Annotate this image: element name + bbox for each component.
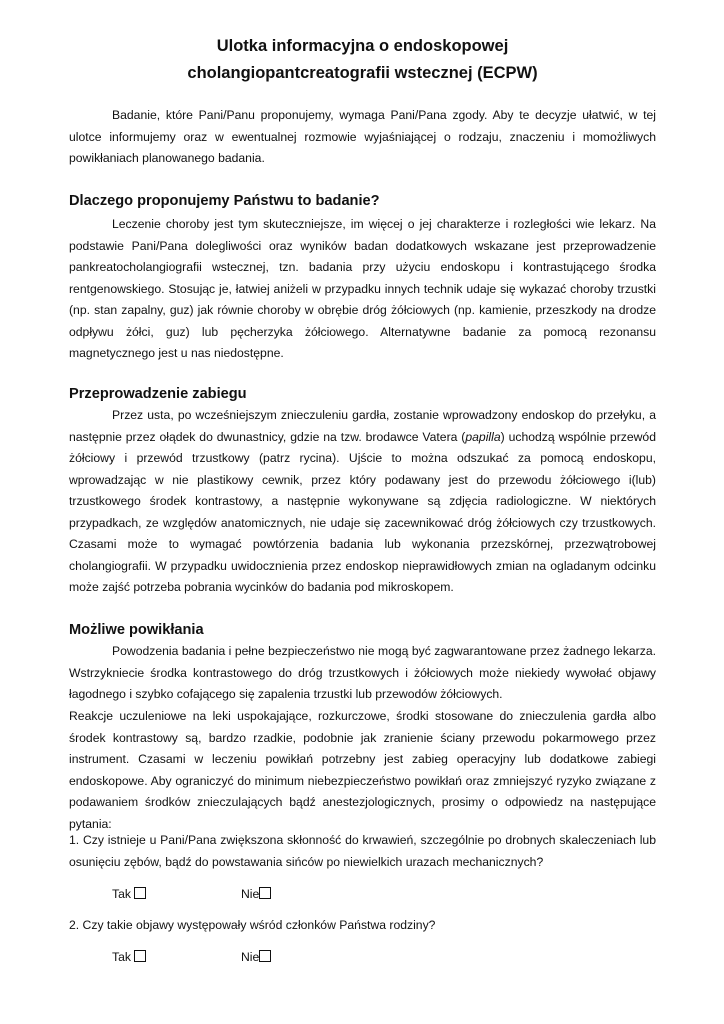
- document-title-line1: Ulotka informacyjna o endoskopowej: [216, 37, 509, 55]
- question-2: 2. Czy takie objawy występowały wśród członków Państwa rodziny?: [69, 918, 436, 932]
- q2-yes-checkbox[interactable]: [134, 950, 146, 962]
- document-title-line2: cholangiopantcreatografii wstecznej (ECPW): [187, 64, 538, 82]
- section2-text-a: Przez usta, po wcześniejszym znieczuleniu gardła, zostanie wprowadzony endoskop do przełyku, a następnie przez ołądek do dwunastnicy, gdzie na tzw. brodawce Vatera (: [69, 408, 656, 444]
- q1-yes-checkbox[interactable]: [134, 887, 146, 899]
- q2-no-checkbox[interactable]: [259, 950, 271, 962]
- section3-heading: Możliwe powikłania: [69, 622, 204, 638]
- q1-no-label: Nie: [241, 887, 260, 901]
- section1-paragraph: Leczenie choroby jest tym skuteczniejsze, im więcej o jej charakterze i rozległości wie lekarz. Na podstawie Pani/Pana dolegliwości oraz wyników badan dodatkowych wskazane jest przeprowadzenie pankreatocholangiografii wstecznej, tzn. badania przy użyciu endoskopu i kontrastującego środka rentgenowskiego. Stosując je, łatwiej aniżeli w przypadku innych technik udaje się wykazać choroby trzustki (np. stan zapalny, guz) jak równie choroby w obrębie dróg żółciowych (np. kamienie, przeszkody na drodze odpływu żółci, guz) lub pęcherzyka żółciowego. Alternatywne badanie za pomocą rezonansu magnetycznego jest u nas niedostępne.: [69, 217, 656, 360]
- intro-paragraph: Badanie, które Pani/Panu proponujemy, wymaga Pani/Pana zgody. Aby te decyzje ułatwić, w tej ulotce informujemy oraz w ewentualnej rozmowie wyjaśniającej o rodzaju, znaczeniu i momożliwych powikłaniach planowanego badania.: [69, 108, 656, 165]
- papilla-term: papilla: [465, 429, 501, 444]
- section2-paragraph: [69, 405, 656, 599]
- section3-paragraph2: Reakcje uczuleniowe na leki uspokajające, rozkurczowe, środki stosowane do znieczulenia gardła albo środek kontrastowy są, bardzo rzadkie, podobnie jak zranienie ściany przewodu pokarmowego przez instrument. Czasami w leczeniu powikłań potrzebny jest zabieg operacyjny lub dodatkowe zabiegi endoskopowe. Aby ograniczyć do minimum niebezpieczeństwo powikłań oraz zmniejszyć ryzyko związane z podawaniem środków znieczulających bądź anestezjologicznych, prosimy o odpowiedz na następujące pytania:: [69, 709, 656, 831]
- question-1: 1. Czy istnieje u Pani/Pana zwiększona skłonność do krwawień, szczególnie po drobnych skaleczeniach lub osunięciu zębów, bądź do powstawania sińców po niewielkich urazach mechanicznych?: [69, 833, 656, 869]
- q1-yes-label: Tak: [112, 887, 131, 901]
- q2-yes-option[interactable]: [112, 947, 146, 967]
- section2-text-b: ) uchodzą wspólnie przewód żółciowy i przewód trzustkowy (patrz rycina). Ujście to można odszukać za pomocą endoskopu, wprowadzając w nie plastikowy cewnik, przez który podawany jest do przewodu żółciowego i(lub) trzustkowego środek kontrastowy, a następnie wykonywane są zdjęcia radiologiczne. W niektórych przypadkach, ze względów anatomicznych, nie udaje się zacewnikować dróg żółciowych czy trzustkowych. Czasami może to wymagać powtórzenia badania lub wykonania przezskórnej, przezwątrobowej cholangiografii. W przypadku uwidocznienia przez endoskop nieprawidłowych zmian na ogladanym odcinku może zajść potrzeba pobrania wycinków do badania pod mikroskopem.: [69, 429, 656, 594]
- q1-no-option[interactable]: [241, 884, 271, 904]
- section1-heading: Dlaczego proponujemy Państwu to badanie?: [69, 193, 380, 209]
- q1-no-checkbox[interactable]: [259, 887, 271, 899]
- q1-yes-option[interactable]: [112, 884, 146, 904]
- q2-no-label: Nie: [241, 950, 260, 964]
- section3-paragraph1: Powodzenia badania i pełne bezpieczeństwo nie mogą być zagwarantowane przez żadnego lekarza. Wstrzykniecie środka kontrastowego do dróg trzustkowych i żółciowych może niekiedy wywołać objawy łagodnego i szybko cofającego się zapalenia trzustki lub przewodów żółciowych.: [69, 644, 656, 701]
- q2-no-option[interactable]: [241, 947, 271, 967]
- q2-yes-label: Tak: [112, 950, 131, 964]
- section2-heading: Przeprowadzenie zabiegu: [69, 386, 247, 402]
